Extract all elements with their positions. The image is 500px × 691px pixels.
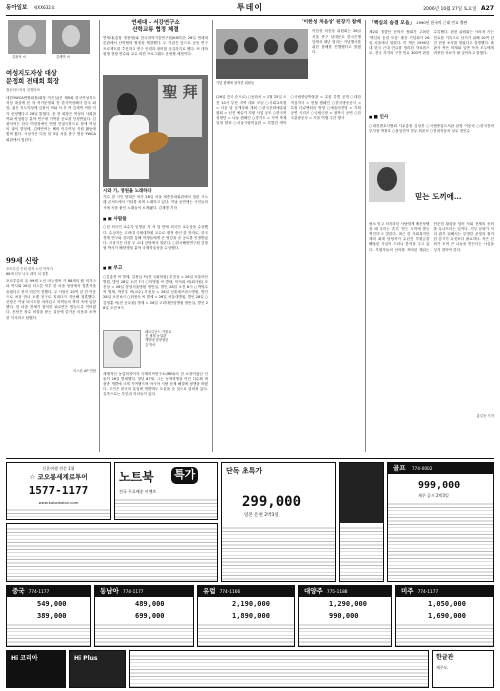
article-intro: 이한성 처음상 위원회는 26일 서울 중구 남대문로 한국은행 앞에서 매년 열리는 기념행사를 위한 참배를 진행했다고 밝혔다. (312, 29, 361, 55)
section-tag-people: ■ ▣ 사람들 (103, 217, 208, 223)
portrait-caption-left: 김광석 씨 (12, 55, 26, 59)
region-price-2: 1,690,000 (428, 612, 466, 620)
ad-notebook-title: 노트북 (119, 470, 154, 484)
ad-small-left[interactable] (6, 523, 218, 582)
photo-caption-body: 가수 겸 시인 양희은 씨가 26일 서울 세종문화회관에서 열린 시노래 콘서트에서 기타를 치며 노래하고 있다. 이날 공연에는 시인들의 시에 곡을 붙인 노래들이 소개됐다. 김재명 기자 (103, 195, 208, 210)
region-price-2: 389,000 (37, 612, 67, 620)
portrait-photo-right (52, 20, 90, 54)
ad-jeju-label: 제주도 (436, 665, 448, 671)
column-two (103, 20, 208, 455)
region-phone: 774-1177 (417, 590, 439, 595)
region-price: 1,290,000 (329, 600, 367, 608)
ad-golf-label: 골프 (393, 464, 406, 472)
section-tag-obituary: ■ ▣ 부고 (103, 266, 208, 272)
ad-brand: ☆ 코오롱세계로투어 (29, 473, 88, 482)
section-title: 투데이 (236, 3, 264, 12)
article-body: 연세대(총장 정창영)와 한국과학기술연구원(KIST)은 26일 연세대 본관에서 산학협력 협정을 체결했다. 두 기관은 앞으로 공동 연구 프로젝트를 추진하고 연구 인력과 장비를 공유하기로 했다. 또 대학원생 현장 연수와 교수 파견 프로그램도 운영할 예정이다. (103, 36, 208, 56)
column-title[interactable]: 믿는 도끼에… (415, 191, 462, 201)
ad-travel-special[interactable] (221, 462, 336, 582)
scientist-caption: 페르디난드 카를로 전 세계 농업관 개발에 앞장섰던 김 박사 (145, 329, 172, 347)
region-phone: 775-1188 (326, 590, 348, 595)
column-four (369, 20, 494, 455)
article-headline-2[interactable]: 99세 신랑 (6, 255, 39, 265)
ad-hi-tour[interactable] (6, 650, 66, 688)
ad-top-line: 신혼여행 전문 1위 (42, 466, 75, 471)
ad-bottom-listing[interactable] (129, 650, 429, 688)
article-byline: 철공처드리상 김정미씨 (6, 88, 40, 93)
region-price: 1,050,000 (428, 600, 466, 608)
ad-phone: 1577-1177 (28, 484, 89, 498)
ad-travel-price: 299,000 (242, 494, 302, 510)
photo-caption-title: 시와 가, 영원을 노래하다 (103, 189, 152, 195)
group-photo (216, 29, 308, 79)
ad-hangul-label: 한글관 (436, 654, 454, 661)
ad-golf-bar (388, 463, 493, 474)
region-price-2: 699,000 (135, 612, 165, 620)
scientist-photo (103, 330, 141, 368)
concert-photo (103, 75, 208, 187)
masthead (6, 3, 494, 16)
ad-travel-title: 단독 초특가 (226, 467, 263, 475)
ad-kolon-travel[interactable] (6, 462, 111, 520)
region-price-2: 990,000 (329, 612, 359, 620)
portrait-photo-left (8, 20, 46, 54)
ad-notebook-promo: 특가 (171, 467, 198, 484)
ad-region-oceania[interactable] (298, 585, 392, 647)
issue-date: 2006년 10월 27일 토요일 (423, 7, 477, 12)
article-body: 대한YWCA연합회장(회장 이은실)은 제9회 한국여성지도자상 대상에 문 학 작가문정희 전 한국여성해사 한국 회장, 젊은 지도자상에 김광석 씨와 서 부 여 김세연 씨를 각각 선정했다고 26일 밝혔다. 문 전 회장은 여성의 사회참여와 양성평등 분야 연구에 기여한 공로를 인정받았다. 김광석씨는 한국 여성장애인 연합 인권국장으로 장애 여성의 권익 향상에, 김세연씨는 해외 이주여성 지원 활동에 힘써 왔다. 시상식은 다음 달 3일 서울 중구 명동 YWCA회관에서 열린다. (6, 95, 96, 142)
article-body-2: 포르투갈의 올 99세 노인 마누엘씨 가 88세의 팔 어거스타 여사와 26일 리스본 북부 한 마을 성당에서 결혼식을 올렸다고 현지 언론이 전했다. 두 사람은 20여 년 전 이웃으로 처음 만나 오랜 친구로 지내다가 지난해 청혼했다. 신랑은 이날 턱시도를 차려입고 하객들의 축하 속에 입장했다. 한 마을 전체가 참석한 피로연은 밤늦도록 이어졌다. 신랑은 장수 비결을 묻는 질문에 즐거운 마음과 소박한 식사라고 답했다. (6, 279, 96, 320)
ad-hangul[interactable] (432, 650, 494, 688)
article-headline[interactable] (369, 20, 494, 27)
ad-region-europe[interactable] (197, 585, 295, 647)
region-price: 549,000 (37, 600, 67, 608)
ad-hi-plus-label: Hi Plus (74, 655, 98, 662)
issue-number: 제XX632호 (33, 5, 56, 10)
obituary-body: ○김홍종 씨 별세, 김정일 씨(전 국회의원) 부친상 = 26일 서울아산병원, 발인 28일 오전 7시 ○이병철 씨 별세, 이석희 씨(회사원) 모친상 = 26일 삼성서울병원 영안실, 발인 28일 오전 8시 ○박영수 씨 별세, 박진우 씨(교수) 부친상 = 26일 신촌세브란스병원, 발인 28일 오전 6시 ○최정숙 씨 별세 = 26일 서울대병원, 발인 28일 ○김영훈 씨(전 공무원) 별세 = 26일 고려대안암병원 영안실, 발인 28일 오전 9시 (103, 274, 208, 310)
people-body: ○한 외국인 교수가 임명된 지 석 달 만에 외국인 교수상을 수상했다. 수상자는 고려대 국제대학원 교수로 재직 중인 한 학자로, 한국 경제 연구와 강의를 통해 학생들에게 큰 영감을 준 공로를 인정받았다. 시상식은 다음 주 교내 강당에서 열린다. ○한국해양연구원 김창형 박사가 해양생물 분야 국제학술상을 수상했다. (103, 225, 208, 251)
ad-golf-sub: 제주 골프 2박3일 (418, 493, 449, 498)
region-price: 2,190,000 (232, 600, 270, 608)
region-label: 중국 (12, 587, 25, 595)
ad-tour-gallery[interactable] (339, 462, 384, 582)
region-phone: 774-1177 (122, 590, 144, 595)
article-byline-2: 포르투갈 은퇴 겸직 노인 이야기 88세 신부 나무 데미 치 결혼 (6, 267, 53, 276)
region-phone: 774-1166 (219, 590, 241, 595)
region-price-2: 1,890,000 (232, 612, 270, 620)
ad-travel-sub: 일본 온천 2박3일 (244, 513, 279, 518)
ad-golf[interactable] (387, 462, 494, 582)
region-phone: 774-1177 (28, 590, 50, 595)
ad-region-china[interactable] (6, 585, 91, 647)
columnist-photo (369, 162, 405, 202)
date-page (423, 5, 494, 13)
ad-hi-tour-label: Hi 코리아 (11, 655, 38, 662)
ad-golf-phone: 774-0002 (411, 467, 433, 472)
ad-notebook[interactable] (114, 462, 218, 520)
region-price: 489,000 (135, 600, 165, 608)
region-label: 대양주 (304, 587, 323, 595)
region-label: 유럽 (203, 587, 216, 595)
article-headline[interactable]: '이한성 처음상' 된장기 참배 (302, 20, 361, 25)
article-headline[interactable]: 여성지도자상 대상 문정희 전태희 회장 (6, 70, 60, 86)
column-one (6, 20, 96, 455)
calligraphy-banner: 聖 拜 (158, 79, 202, 137)
article-body: (26일 전국 순으로) ○동화서 = 1월 25일 오전 10시 부산 지역 대표 모임 ○사회교육원 = 다음 달 공개강좌 개최 ○한국문화예술위원회 = 신진 예술가 지원 사업 공모 ○한국여성재단 = 나눔 캠페인 ○경기도 = 지역 축제 일정 발표 ○서울시립미술관 = 특별전 개막 ○국립중앙박물관 = 유물 특별 공개 ○대한적십자사 = 헌혈 캠페인 ○한국방송공사 = 특집 다큐멘터리 방영 ○예술의전당 = 기획공연 시리즈 ○국립극장 = 창작극 공연 ○한국관광공사 = 가을 여행 주간 행사 (216, 95, 361, 126)
portrait-caption-right: 김세연 씨 (56, 55, 70, 59)
section-tag-personnel: ■ ■ 인사 (369, 115, 494, 121)
column-sign: 홍길동 기자 (476, 413, 494, 418)
portrait-pair (6, 20, 96, 62)
group-photo-caption: 기념 참배에 참석한 위원들 (216, 81, 255, 86)
column-body: 평소 믿고 의지하던 사람에게 배신당했을 때 우리는 흔히 '믿는 도끼에 발등 찍힌다'고 말한다. 최근 한 사회복지단체의 회계 담당자가 수년간 후원금을 빼돌린 사실이 드러나 충격을 주고 있다. 후원자들의 선의를 저버린 행위는 단순한 횡령을 넘어 사회 전체의 신뢰를 무너뜨리는 일이다. 기부 문화가 자리 잡기 위해서는 투명한 운영과 철저한 감시가 무엇보다 필요하다. 작은 신뢰가 모여 큰 나눔을 만든다는 사실을 잊지 말아야 한다. (369, 221, 494, 252)
column-three (216, 20, 361, 455)
personnel-body: ○대한변호사협회 사무총장 김성진 ○국립중앙도서관 관장 이동숙 ○한국전력 부사장 박정호 ○삼성전자 전무 최윤석 ○현대자동차 상무 정인수 (369, 123, 494, 133)
paper-title: 동아일보 (6, 5, 28, 11)
article-body: 제2회 경향단 문학가 협회가 주최한 '핵심의 숨결 모음' 출간 기념회가 26일 서울에서 열렸다. 이 책은 1990년대 한국 근대 민요를 정리한 자료집으로, 전국 각지의 구전 민요 300여 편을 수록했다. 편찬 위원회는 사라져 가는 민요를 기록으로 남기기 위해 10여 년간 현장 조사를 벌였다고 설명했다. 출판사 측은 학계와 일반 독자 모두에게 귀중한 자료가 될 것이라고 밝혔다. (369, 30, 494, 56)
article-headline[interactable]: 연세대 - 서강연구소 산학교류 협정 체결 (131, 20, 180, 34)
ad-region-southeast-asia[interactable] (94, 585, 194, 647)
ad-hi-plus[interactable] (69, 650, 126, 688)
ad-golf-price: 999,000 (418, 480, 461, 491)
headline-tail: 1990년 한국의 근대 민요 출판 (416, 20, 468, 25)
scientist-body: 세계적인 농업학자이자 국제미작연구소(IRRI)의 전 소장이었던 인물이 26일 별세했다. 향년 87세. 그는 녹색혁명을 이끈 다수확 벼 품종 개발에 크게 기여했으며 아시아 식량 문제 해결에 평생을 바쳤다. 고인은 한국의 통일벼 개발에도 도움을 준 것으로 알려져 있다. 유족으로는 부인과 자녀들이 있다. (103, 371, 208, 397)
ad-region-americas[interactable] (395, 585, 494, 647)
article-footer: 리스본 AP 연합 (73, 369, 96, 374)
ad-url: www.kolonkolon.com (38, 500, 79, 505)
ad-notebook-sub: 전국 무료배송 이벤트 (119, 489, 157, 494)
page-number: A27 (481, 5, 494, 12)
region-label: 동남아 (100, 587, 119, 595)
headline-main: 「핵심의 숨결 모음」 (369, 21, 415, 26)
region-label: 미주 (401, 587, 414, 595)
